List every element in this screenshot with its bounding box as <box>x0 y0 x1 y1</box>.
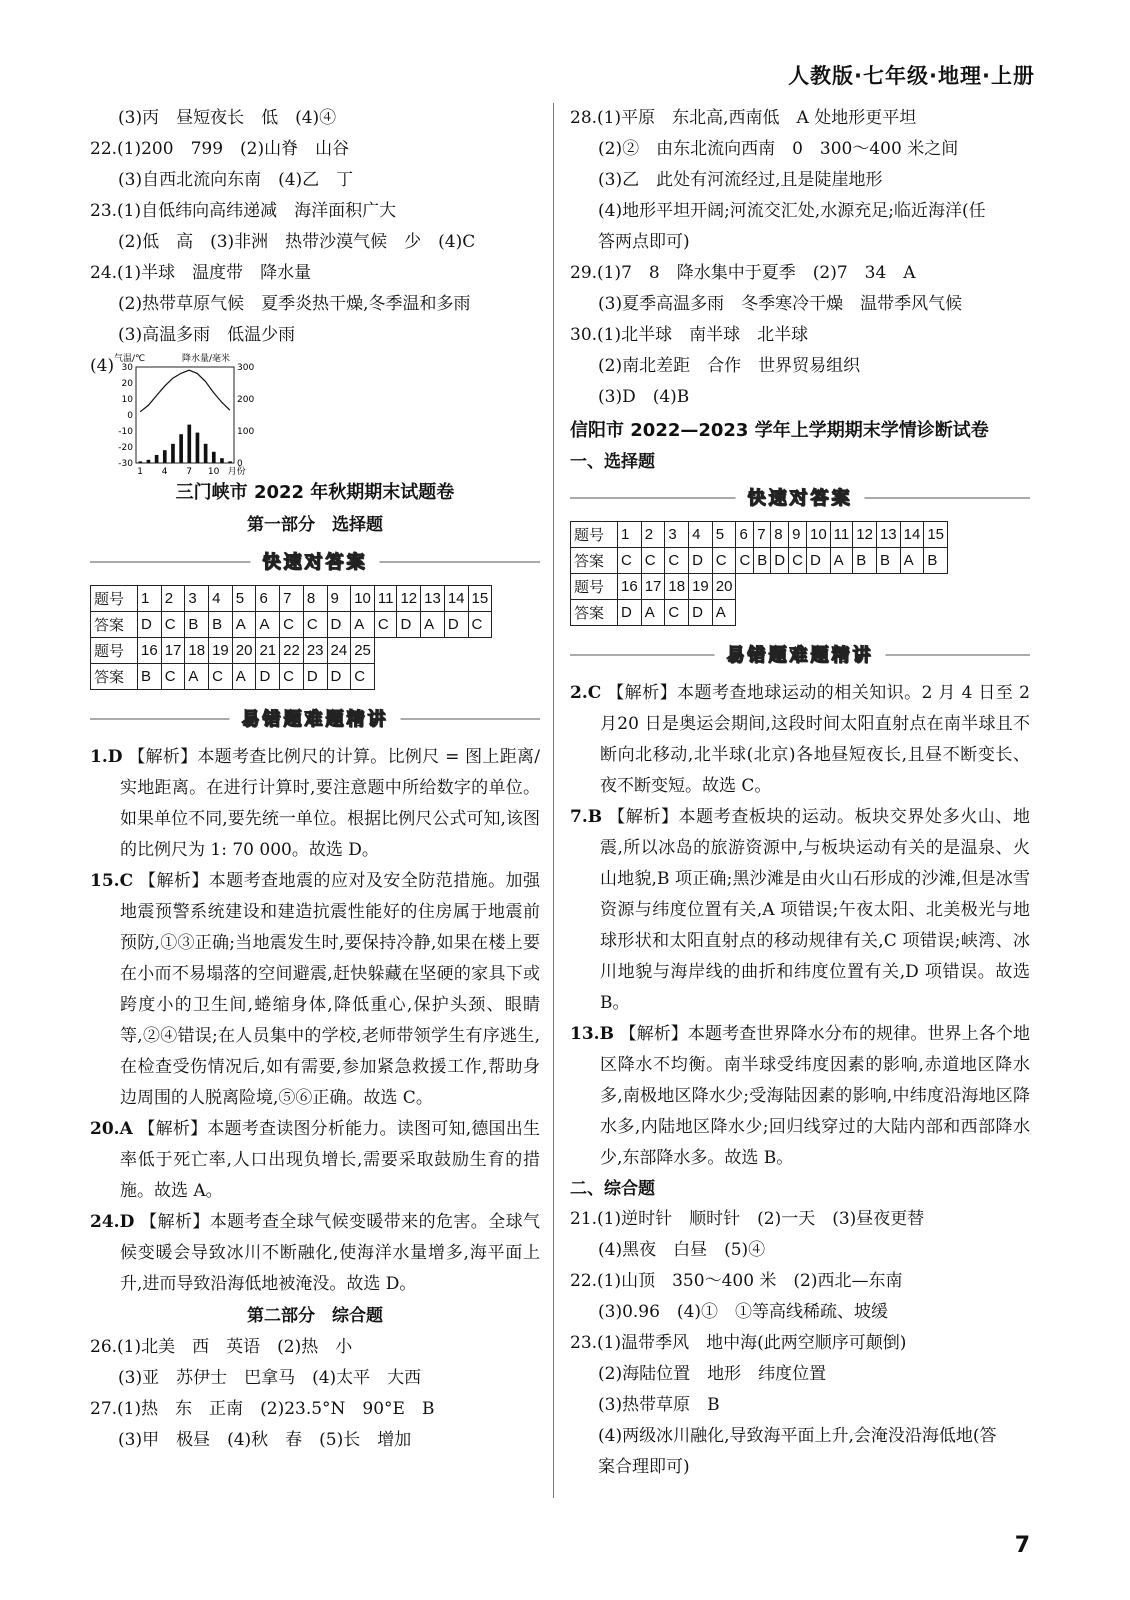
table-cell: C <box>468 612 492 638</box>
table-cell: C <box>736 548 754 574</box>
table-cell: D <box>618 600 642 626</box>
page-header: 人教版·七年级·地理·上册 <box>788 64 1035 88</box>
table-cell: A <box>712 600 736 626</box>
answer-line: (3)自西北流向东南 (4)乙 丁 <box>118 170 354 190</box>
precip-tick-label: 0 <box>237 459 243 469</box>
explanation-item <box>90 866 540 1114</box>
explanation-text: 【解析】本题考查比例尺的计算。比例尺 = 图上距离/实地距离。在进行计算时,要注意题中所给数字的单位。如果单位不同,要先统一单位。根据比例尺公式可知,该图的比例尺为 1: 70 000。故选 D。 <box>120 747 541 860</box>
table-cell: 12 <box>397 586 421 612</box>
table-cell: 11 <box>830 522 853 548</box>
table-cell: B <box>876 548 900 574</box>
explanation-text: 【解析】本题考查地震的应对及安全防范措施。加强地震预警系统建设和建造抗震性能好的住房属于地震前预防,①③正确;当地震发生时,要保持冷静,如果在楼上要在小而不易塌落的空间避震,赶快躲藏在坚硬的家具下或跨度小的卫生间,蜷缩身体,降低重心,保护头颈、眼睛等,②④错误;在人员集中的学校,老师带领学生有序逃生,在检查受伤情况后,如有需要,参加紧急救援工作,帮助身边周围的人脱离险境,⑤⑥正确。故选 C。 <box>120 871 541 1108</box>
answer-line: (3)乙 此处有河流经过,且是陡崖地形 <box>598 170 883 190</box>
table-cell: A <box>421 612 445 638</box>
table-cell: 3 <box>185 586 209 612</box>
row-header-cell: 题号 <box>91 586 138 612</box>
row-header-cell: 题号 <box>91 638 138 664</box>
table-row <box>571 522 948 548</box>
answer-line: 22.(1)山顶 350～400 米 (2)西北—东南 <box>570 1271 903 1291</box>
table-cell: 2 <box>641 522 665 548</box>
right-explanations <box>570 678 1030 1174</box>
month-tick-label: 10 <box>207 467 220 477</box>
row-header-cell: 题号 <box>571 574 618 600</box>
precip-bar <box>139 461 143 463</box>
table-cell: A <box>232 612 256 638</box>
climate-chart <box>114 351 284 477</box>
table-row <box>91 664 492 690</box>
table-cell: 13 <box>421 586 445 612</box>
table-cell: C <box>374 612 397 638</box>
precip-tick-label: 100 <box>237 427 255 437</box>
table-cell: 3 <box>665 522 689 548</box>
temp-tick-label: 20 <box>121 379 134 389</box>
table-cell: C <box>209 664 233 690</box>
table-cell: A <box>900 548 924 574</box>
part2-heading: 第二部分 综合题 <box>247 1306 383 1326</box>
explanation-item <box>90 1114 540 1207</box>
answer-table-left <box>90 585 492 690</box>
left-axis-label: 气温/℃ <box>114 354 146 364</box>
month-tick-label: 1 <box>137 467 144 477</box>
table-cell: 4 <box>209 586 233 612</box>
table-cell: B <box>185 612 209 638</box>
answer-line: (3)D (4)B <box>598 387 690 407</box>
column-divider <box>553 103 554 1498</box>
table-cell: D <box>397 612 421 638</box>
answer-line: 24.(1)半球 温度带 降水量 <box>90 263 312 283</box>
answer-line: (2)海陆位置 地形 纬度位置 <box>598 1364 827 1384</box>
precip-bar <box>212 452 216 463</box>
table-cell: 11 <box>374 586 397 612</box>
table-cell: C <box>161 612 185 638</box>
answer-line: (2)低 高 (3)非洲 热带沙漠气候 少 (4)C <box>118 232 476 252</box>
table-cell: 10 <box>806 522 830 548</box>
exam1-title: 三门峡市 2022 年秋期期末试题卷 <box>175 482 455 503</box>
row-header-cell: 答案 <box>91 664 138 690</box>
answer-line: (2)② 由东北流向西南 0 300～400 米之间 <box>598 139 959 159</box>
answer-line: 22.(1)200 799 (2)山脊 山谷 <box>90 139 350 159</box>
temp-tick-label: 30 <box>121 363 134 373</box>
section1-heading: 一、选择题 <box>570 452 655 472</box>
answer-line: (3)亚 苏伊士 巴拿马 (4)太平 大西 <box>118 1368 422 1388</box>
table-cell: B <box>754 548 771 574</box>
answer-line: 28.(1)平原 东北高,西南低 A 处地形更平坦 <box>570 108 917 128</box>
answer-line: 案合理即可) <box>598 1457 690 1477</box>
table-cell: 15 <box>924 522 948 548</box>
table-cell: D <box>327 664 351 690</box>
answer-line: (3)夏季高温多雨 冬季寒冷干燥 温带季风气候 <box>598 294 963 314</box>
table-cell: 7 <box>280 586 304 612</box>
answer-line: 21.(1)逆时针 顺时针 (2)一天 (3)昼夜更替 <box>570 1209 925 1229</box>
table-cell: 5 <box>712 522 736 548</box>
precip-bar <box>220 458 224 463</box>
table-cell: D <box>327 612 351 638</box>
chart-frame <box>136 367 234 463</box>
precip-bar <box>155 455 159 463</box>
table-cell: C <box>351 664 375 690</box>
banner-label: 快速对答案 <box>251 548 380 574</box>
table-cell: 19 <box>689 574 713 600</box>
precip-bar <box>171 444 175 463</box>
left-explanations <box>90 742 540 1300</box>
answer-line: (2)南北差距 合作 世界贸易组织 <box>598 356 861 376</box>
table-cell: D <box>256 664 280 690</box>
explanation-item <box>570 678 1030 802</box>
precip-bar <box>163 450 167 463</box>
table-cell: D <box>444 612 468 638</box>
table-cell: 17 <box>641 574 665 600</box>
table-cell: C <box>665 548 689 574</box>
precip-tick-label: 300 <box>237 363 255 373</box>
table-cell: 6 <box>256 586 280 612</box>
banner-label: 易错题难题精讲 <box>230 705 401 731</box>
banner-label: 易错题难题精讲 <box>715 641 886 667</box>
explanation-text: 【解析】本题考查世界降水分布的规律。世界上各个地区降水不均衡。南半球受纬度因素的影响,赤道地区降水多,南极地区降水少;受海陆因素的影响,中纬度沿海地区降水多,内陆地区降水少;回归线穿过的大陆内部和西部降水少,东部降水多。故选 B。 <box>600 1024 1030 1168</box>
table-cell: 12 <box>853 522 877 548</box>
answer-table-right <box>570 521 948 626</box>
table-cell: 10 <box>351 586 375 612</box>
table-cell: 1 <box>138 586 162 612</box>
right-bottom-answers <box>570 1204 1030 1483</box>
table-cell: 22 <box>280 638 304 664</box>
answer-line: 29.(1)7 8 降水集中于夏季 (2)7 34 A <box>570 263 916 283</box>
banner-answers-right <box>570 483 1030 513</box>
precip-bar <box>204 444 208 463</box>
right-top-answers <box>570 103 1030 413</box>
table-cell: B <box>209 612 233 638</box>
question-number: 15.C <box>90 871 134 891</box>
table-cell: A <box>641 600 665 626</box>
answer-line: 26.(1)北美 西 英语 (2)热 小 <box>90 1337 353 1357</box>
table-cell: 14 <box>900 522 924 548</box>
table-cell: A <box>232 664 256 690</box>
table-cell: D <box>138 612 162 638</box>
table-cell: D <box>806 548 830 574</box>
table-cell: D <box>303 664 327 690</box>
table-cell: B <box>853 548 877 574</box>
question-number: 2.C <box>570 683 602 703</box>
exam2-title: 信阳市 2022—2023 学年上学期期末学情诊断试卷 <box>570 420 989 441</box>
table-cell: 25 <box>351 638 375 664</box>
table-row <box>571 600 948 626</box>
table-cell: D <box>771 548 789 574</box>
month-tick-label: 4 <box>161 467 168 477</box>
table-cell: 4 <box>689 522 713 548</box>
table-cell: 19 <box>209 638 233 664</box>
table-cell: B <box>924 548 948 574</box>
right-axis-label: 降水量/毫米 <box>182 354 231 364</box>
answer-line: (3)热带草原 B <box>598 1395 720 1415</box>
table-cell: 20 <box>712 574 736 600</box>
table-cell: 23 <box>303 638 327 664</box>
temp-tick-label: -20 <box>118 443 134 453</box>
climate-chart-block <box>90 351 540 477</box>
table-cell: A <box>185 664 209 690</box>
explanation-text: 【解析】本题考查地球运动的相关知识。2 月 4 日至 2 月20 日是奥运会期间,这段时间太阳直射点在南半球且不断向北移动,北半球(北京)各地昼短夜长,且昼不断变长、夜不断变短。故选 C。 <box>600 683 1030 796</box>
left-bottom-answers <box>90 1332 540 1456</box>
table-cell: C <box>789 548 807 574</box>
table-cell: 24 <box>327 638 351 664</box>
table-cell: 7 <box>754 522 771 548</box>
answer-line: 30.(1)北半球 南半球 北半球 <box>570 325 809 345</box>
table-cell: 8 <box>303 586 327 612</box>
table-cell: 13 <box>876 522 900 548</box>
table-cell: 20 <box>232 638 256 664</box>
chart-prefix: (4) <box>90 356 115 376</box>
table-cell: 18 <box>185 638 209 664</box>
table-cell: 18 <box>665 574 689 600</box>
row-header-cell: 答案 <box>571 548 618 574</box>
answer-line: (3)0.96 (4)① ①等高线稀疏、坡缓 <box>598 1302 889 1322</box>
table-cell: A <box>351 612 375 638</box>
temp-tick-label: 0 <box>127 411 134 421</box>
table-cell: C <box>618 548 642 574</box>
answer-line: 23.(1)温带季风 地中海(此两空顺序可颠倒) <box>570 1333 907 1353</box>
precip-bar <box>188 425 192 463</box>
banner-answers-left <box>90 547 540 577</box>
table-cell: C <box>665 600 689 626</box>
explanation-text: 【解析】本题考查全球气候变暖带来的危害。全球气候变暖会导致冰川不断融化,使海洋水量增多,海平面上升,进而导致沿海低地被淹没。故选 D。 <box>120 1212 541 1294</box>
answer-line: 23.(1)自低纬向高纬递减 海洋面积广大 <box>90 201 397 221</box>
table-cell: 1 <box>618 522 642 548</box>
table-cell: 9 <box>789 522 807 548</box>
answer-line: (3)丙 昼短夜长 低 (4)④ <box>118 108 337 128</box>
banner-explain-left <box>90 704 540 734</box>
precip-bar <box>179 434 183 463</box>
banner-label: 快速对答案 <box>736 484 865 510</box>
table-cell: 14 <box>444 586 468 612</box>
row-header-cell: 答案 <box>571 600 618 626</box>
temp-tick-label: 10 <box>121 395 134 405</box>
table-cell: 17 <box>161 638 185 664</box>
temp-tick-label: -10 <box>118 427 134 437</box>
precip-bar <box>147 460 151 463</box>
explanation-item <box>570 1019 1030 1174</box>
explanation-item <box>570 802 1030 1019</box>
table-cell: C <box>641 548 665 574</box>
answer-line: (2)热带草原气候 夏季炎热干燥,冬季温和多雨 <box>118 294 471 314</box>
explanation-item <box>90 742 540 866</box>
table-cell: 9 <box>327 586 351 612</box>
row-header-cell: 题号 <box>571 522 618 548</box>
left-top-answers <box>90 103 540 351</box>
temperature-line <box>140 370 230 412</box>
table-cell: C <box>712 548 736 574</box>
table-cell: D <box>689 548 713 574</box>
table-cell: D <box>689 600 713 626</box>
table-row <box>91 612 492 638</box>
table-row <box>571 548 948 574</box>
row-header-cell: 答案 <box>91 612 138 638</box>
part1-heading: 第一部分 选择题 <box>247 515 383 535</box>
precip-bar <box>196 433 200 463</box>
precip-bar <box>228 461 232 463</box>
answer-line: (3)高温多雨 低温少雨 <box>118 325 296 345</box>
table-row <box>91 638 492 664</box>
temp-tick-label: -30 <box>118 459 134 469</box>
question-number: 20.A <box>90 1119 133 1139</box>
table-cell: 16 <box>618 574 642 600</box>
question-number: 1.D <box>90 747 123 767</box>
table-cell: 21 <box>256 638 280 664</box>
table-cell: 5 <box>232 586 256 612</box>
explanation-text: 【解析】本题考查板块的运动。板块交界处多火山、地震,所以冰岛的旅游资源中,与板块运动有关的是温泉、火山地貌,B 项正确;黑沙滩是由火山石形成的沙滩,但是冰雪资源与纬度位置有关,A 项错误;午夜太阳、北美极光与地球形状和太阳直射点的移动规律有关,C 项错误;峡湾、冰川地貌与海岸线的曲折和纬度位置有关,D 项错误。故选 B。 <box>600 807 1031 1013</box>
table-cell: 15 <box>468 586 492 612</box>
left-column <box>90 103 540 1456</box>
explanation-item <box>90 1207 540 1300</box>
precip-tick-label: 200 <box>237 395 255 405</box>
answer-line: (3)甲 极昼 (4)秋 春 (5)长 增加 <box>118 1430 412 1450</box>
table-cell: 6 <box>736 522 754 548</box>
month-tick-label: 7 <box>186 467 193 477</box>
answer-line: (4)地形平坦开阔;河流交汇处,水源充足;临近海洋(任 <box>598 201 986 221</box>
table-cell: 2 <box>161 586 185 612</box>
table-row <box>91 586 492 612</box>
table-cell: 16 <box>138 638 162 664</box>
page-number: 7 <box>1014 1533 1030 1558</box>
table-cell: C <box>161 664 185 690</box>
table-cell: C <box>280 664 304 690</box>
explanation-text: 【解析】本题考查读图分析能力。读图可知,德国出生率低于死亡率,人口出现负增长,需要采取鼓励生育的措施。故选 A。 <box>120 1119 541 1201</box>
table-row <box>571 574 948 600</box>
question-number: 24.D <box>90 1212 135 1232</box>
table-cell: C <box>280 612 304 638</box>
table-cell: 8 <box>771 522 789 548</box>
table-cell: A <box>256 612 280 638</box>
table-cell: A <box>830 548 853 574</box>
table-cell: B <box>138 664 162 690</box>
answer-line: (4)黑夜 白昼 (5)④ <box>598 1240 766 1260</box>
question-number: 7.B <box>570 807 603 827</box>
table-cell: C <box>303 612 327 638</box>
answer-line: 答两点即可) <box>598 232 690 252</box>
right-column <box>570 103 1030 1483</box>
answer-line: 27.(1)热 东 正南 (2)23.5°N 90°E B <box>90 1399 435 1419</box>
section2-heading: 二、综合题 <box>570 1179 655 1199</box>
answer-line: (4)两级冰川融化,导致海平面上升,会淹没沿海低地(答 <box>598 1426 997 1446</box>
question-number: 13.B <box>570 1024 614 1044</box>
x-axis-label: 月份 <box>227 467 246 477</box>
banner-explain-right <box>570 640 1030 670</box>
